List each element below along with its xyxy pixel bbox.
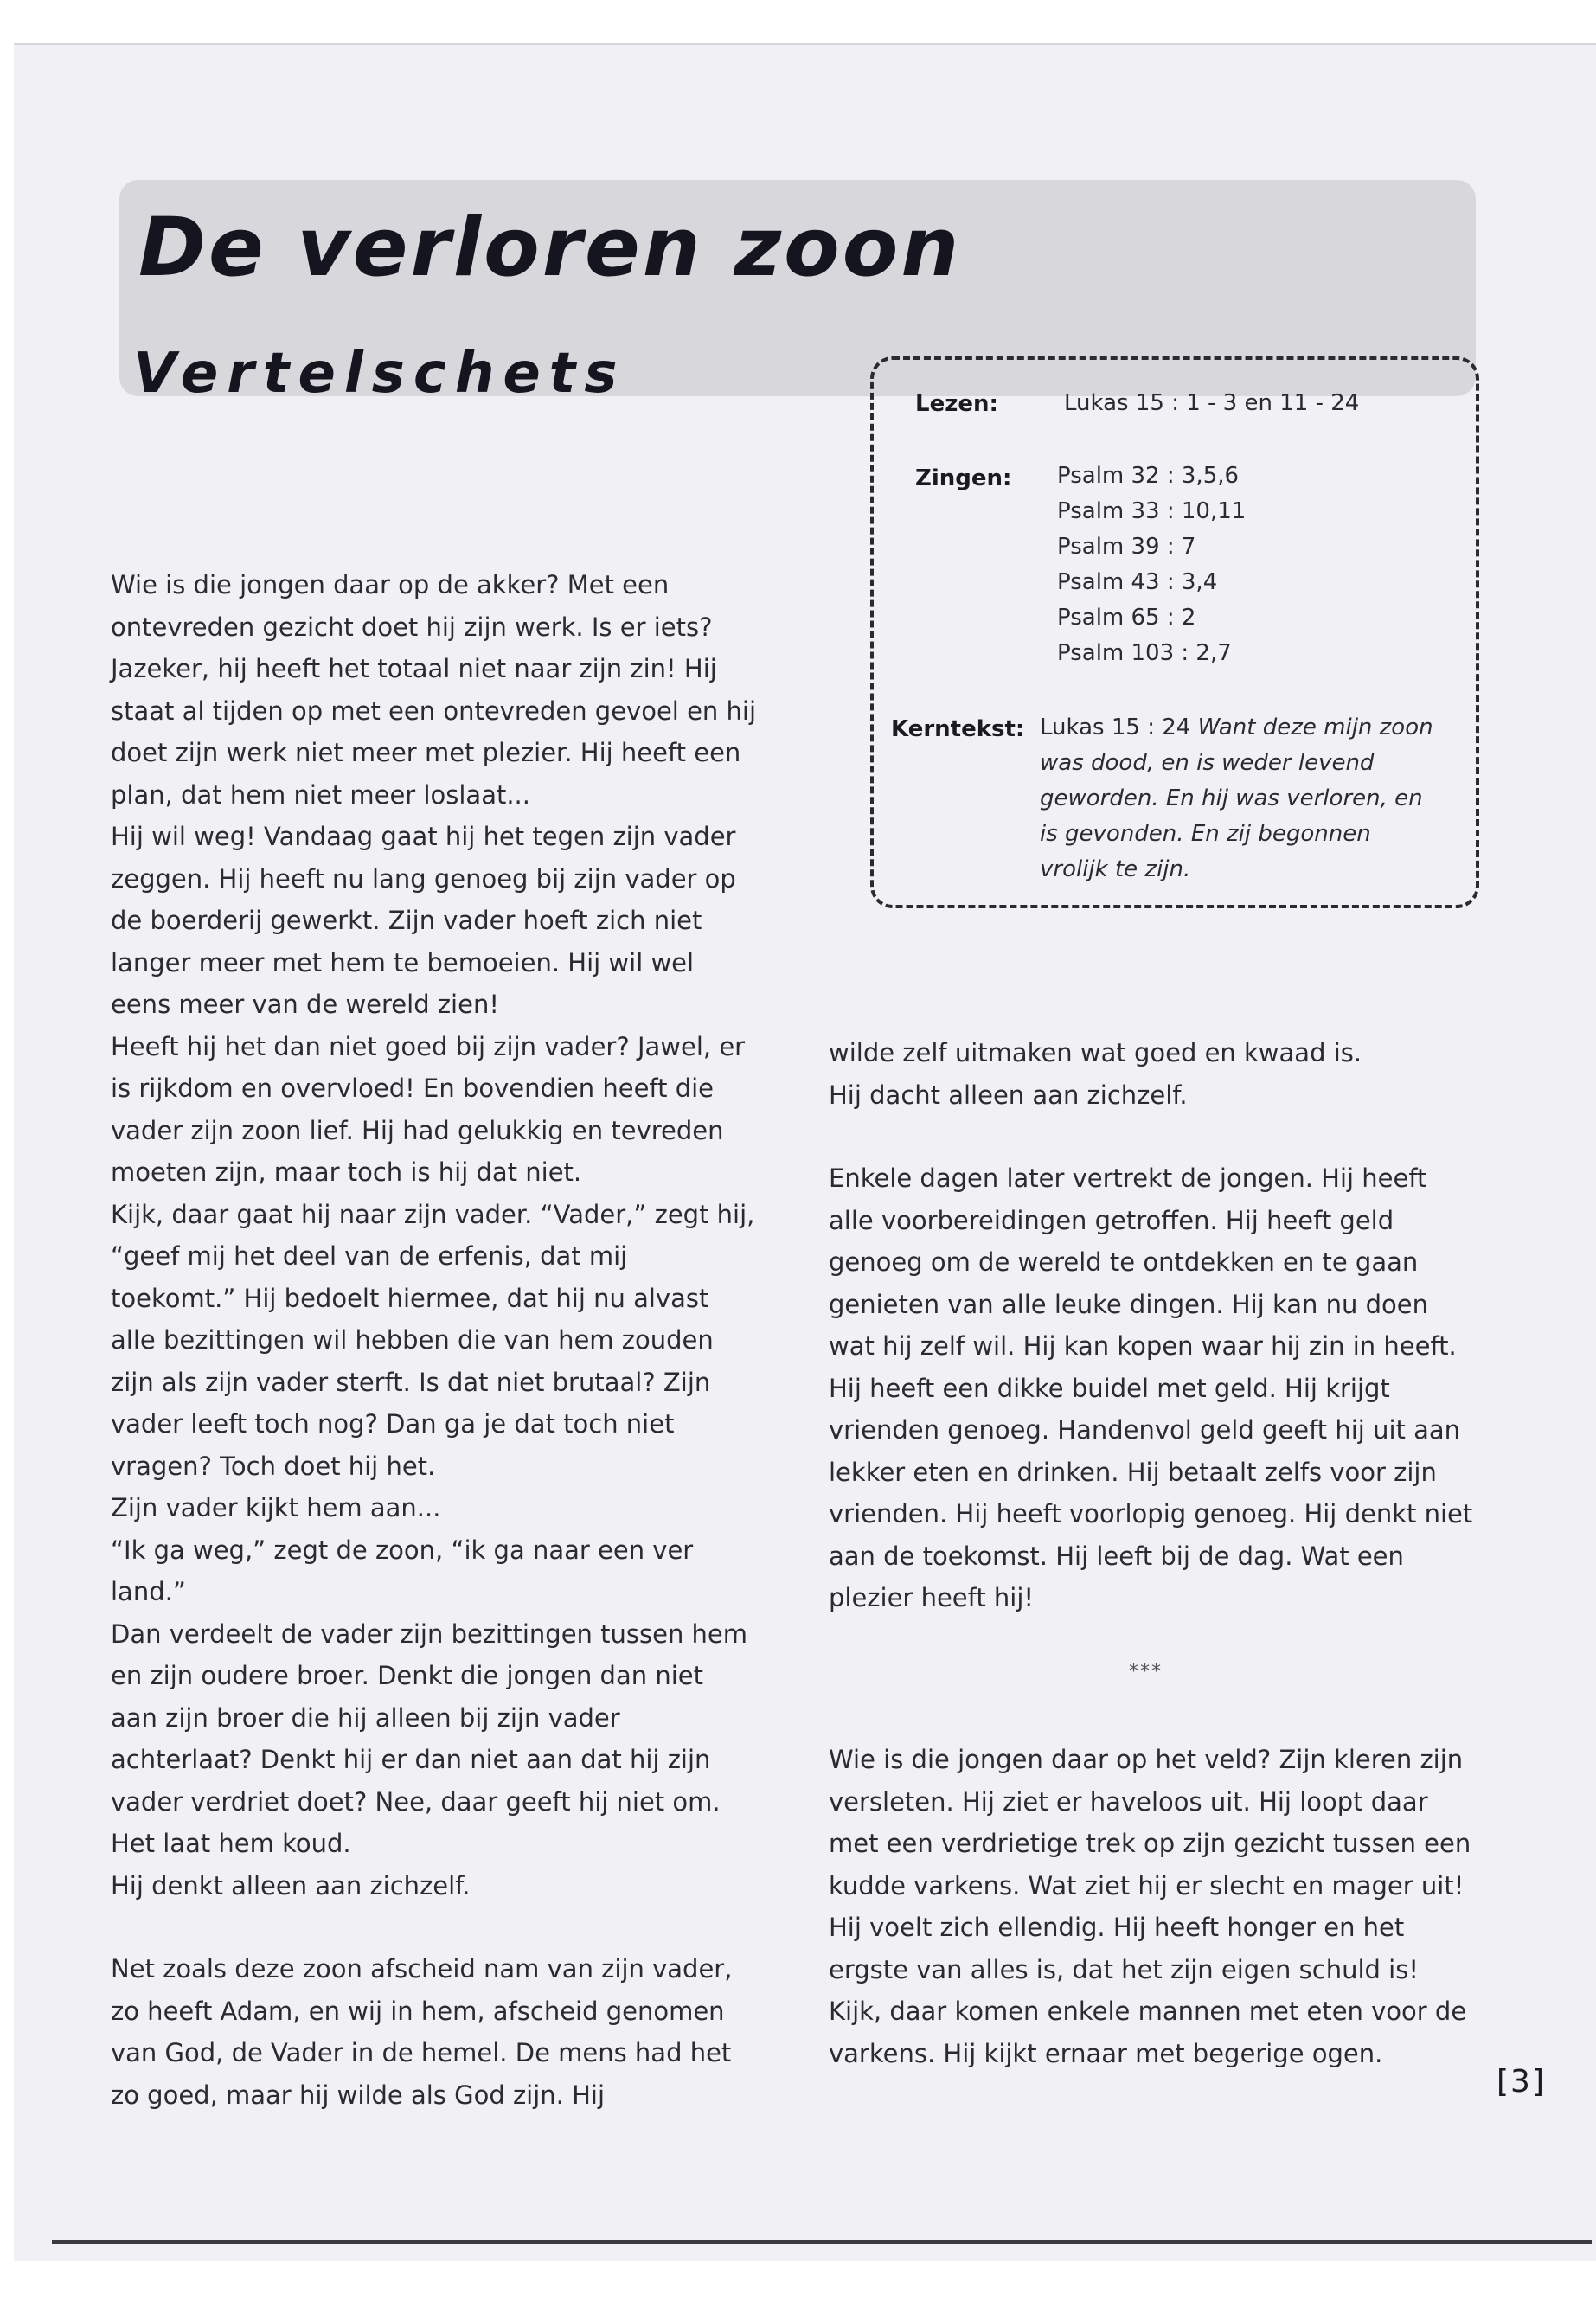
lezen-value: Lukas 15 : 1 - 3 en 11 - 24 — [1064, 390, 1360, 416]
paragraph: Wie is die jongen daar op het veld? Zijn kleren zijn versleten. Hij ziet er haveloos uit. Hij loopt daar met een verdrietige trek op zijn gezicht tussen een kudde varkens. Wat ziet hij er slecht en mager uit! Hij voelt zich ellendig. Hij heeft honger en het ergste van alles is, dat het zijn eigen schuld is! — [829, 1745, 1471, 1984]
psalm-item: Psalm 103 : 2,7 — [1057, 640, 1232, 666]
paragraph: “Ik ga weg,” zegt de zoon, “ik ga naar een ver land.” — [111, 1535, 694, 1606]
bottom-rule — [52, 2240, 1592, 2244]
kerntekst-quote: Want deze mijn zoon was dood, en is weder levend geworden. En hij was verloren, en is gevonden. En zij begonnen vrolijk te zijn. — [1040, 715, 1433, 882]
right-text-column-bottom — [829, 1739, 1476, 2074]
paragraph: Net zoals deze zoon afscheid nam van zijn vader, zo heeft Adam, en wij in hem, afscheid genomen van God, de Vader in de hemel. De mens had het zo goed, maar hij wilde als God zijn. Hij — [111, 1954, 733, 2110]
paragraph: Dan verdeelt de vader zijn bezittingen tussen hem en zijn oudere broer. Denkt die jongen dan niet aan zijn broer die hij alleen bij zijn vader achterlaat? Denkt hij er dan niet aan dat hij zijn vader verdriet doet? Nee, daar geeft hij niet om. Het laat hem koud. — [111, 1618, 748, 1858]
kerntekst-reference: Lukas 15 : 24 — [1040, 715, 1191, 740]
paragraph: Hij wil weg! Vandaag gaat hij het tegen zijn vader zeggen. Hij heeft nu lang genoeg bij zijn vader op de boerderij gewerkt. Zijn vader hoeft zich niet langer meer met hem te bemoeien. Hij wil wel eens meer van de wereld zien! — [111, 822, 736, 1019]
paragraph: Kijk, daar komen enkele mannen met eten voor de varkens. Hij kijkt ernaar met begerige ogen. — [829, 1997, 1467, 2068]
psalm-item: Psalm 32 : 3,5,6 — [1057, 463, 1240, 489]
page-title: De verloren zoon — [138, 201, 962, 295]
page-number: [3] — [1497, 2064, 1546, 2099]
psalm-item: Psalm 43 : 3,4 — [1057, 569, 1218, 595]
paragraph: Heeft hij het dan niet goed bij zijn vader? Jawel, er is rijkdom en overvloed! En bovendien heeft die vader zijn zoon lief. Hij had gelukkig en tevreden moeten zijn, maar toch is hij dat niet. — [111, 1031, 746, 1187]
paragraph: Enkele dagen later vertrekt de jongen. Hij heeft alle voorbereidingen getroffen. Hij heeft geld genoeg om de wereld te ontdekken en te gaan genieten van alle leuke dingen. Hij kan nu doen wat hij zelf wil. Hij kan kopen waar hij zin in heeft. Hij heeft een dikke buidel met geld. Hij krijgt vrienden genoeg. Handenvol geld geeft hij uit aan lekker eten en drinken. Hij betaalt zelfs voor zijn vrienden. Hij heeft voorlopig genoeg. Hij denkt niet aan de toekomst. Hij leeft bij de dag. Wat een plezier heeft hij! — [829, 1163, 1473, 1612]
kerntekst-label: Kerntekst: — [891, 716, 1025, 742]
section-separator: *** — [1129, 1661, 1163, 1682]
zingen-label: Zingen: — [915, 465, 1012, 491]
psalm-item: Psalm 39 : 7 — [1057, 534, 1196, 560]
paragraph: wilde zelf uitmaken wat goed en kwaad is. — [829, 1038, 1362, 1067]
paragraph: Hij denkt alleen aan zichzelf. — [111, 1870, 471, 1900]
paragraph: Wie is die jongen daar op de akker? Met een ontevreden gezicht doet hij zijn werk. Is er iets? Jazeker, hij heeft het totaal niet naar zijn zin! Hij staat al tijden op met een ontevreden gevoel en hij doet zijn werk niet meer met plezier. Hij heeft een plan, dat hem niet meer loslaat... — [111, 570, 756, 810]
page-subtitle: Vertelschets — [133, 342, 626, 406]
lezen-label: Lezen: — [915, 391, 998, 417]
psalm-item: Psalm 65 : 2 — [1057, 605, 1196, 631]
right-text-column-top — [829, 1032, 1476, 1619]
paragraph: Hij dacht alleen aan zichzelf. — [829, 1080, 1188, 1110]
psalm-item: Psalm 33 : 10,11 — [1057, 498, 1247, 524]
paragraph: Zijn vader kijkt hem aan... — [111, 1493, 441, 1522]
paragraph: Kijk, daar gaat hij naar zijn vader. “Vader,” zegt hij, “geef mij het deel van de erfenis, dat mij toekomt.” Hij bedoelt hiermee, dat hij nu alvast alle bezittingen wil hebben die van hem zouden zijn als zijn vader sterft. Is dat niet brutaal? Zijn vader leeft toch nog? Dan ga je dat toch niet vragen? Toch doet hij het. — [111, 1199, 755, 1481]
reading-info-box — [870, 356, 1479, 908]
psalm-list — [1057, 458, 1246, 671]
left-text-column — [111, 564, 758, 2116]
kerntekst-text — [1040, 710, 1438, 888]
